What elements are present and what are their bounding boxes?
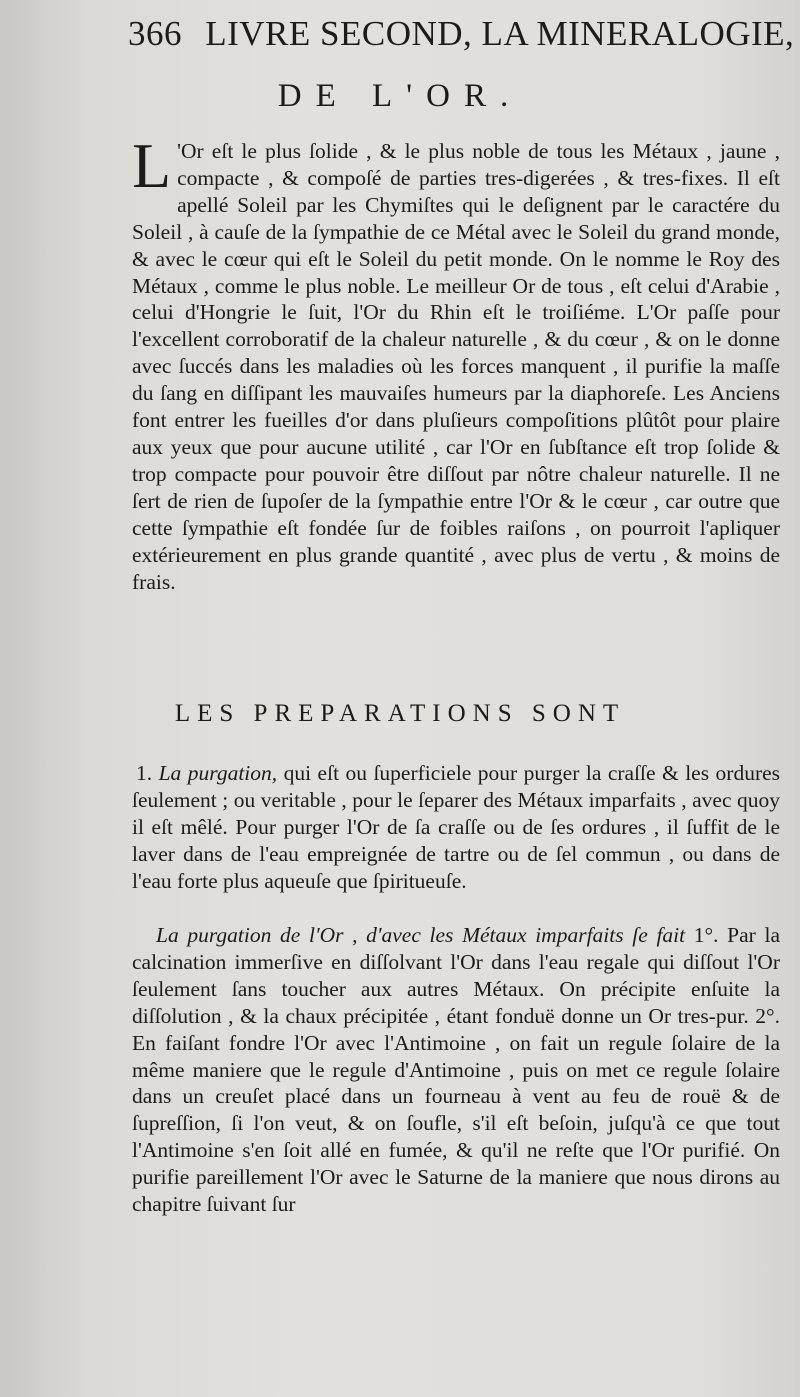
item-term: La purgation,: [158, 761, 278, 785]
section-heading: LES PREPARATIONS SONT: [174, 700, 626, 727]
page-number: 366: [128, 14, 182, 53]
running-header: [128, 14, 795, 54]
purgation-metals-paragraph: [132, 922, 780, 1218]
running-title: LIVRE SECOND, LA MINERALOGIE,: [205, 14, 795, 53]
intro-paragraph: [132, 130, 780, 595]
item-number: 1.: [136, 761, 153, 785]
paragraph-lead: La purgation de l'Or , d'avec les Métaux imparfaits ſe fait: [156, 923, 686, 947]
purgation-paragraph: [132, 760, 780, 895]
intro-text: 'Or eſt le plus ſolide , & le plus noble de tous les Métaux , jaune , compacte , & compoſé de parties tres-digerées , & tres-fixes. Il eſt apellé Soleil par les Chymiſtes qui le deſignent par le caractére du Soleil , à cauſe de la ſympathie de ce Métal avec le Soleil du grand monde, & avec le cœur qui eſt le Soleil du petit monde. On le nomme le Roy des Métaux , comme le plus noble. Le meilleur Or de tous , eſt celui d'Arabie , celui d'Hongrie le ſuit, l'Or du Rhin eſt le troiſiéme. L'Or paſſe pour l'excellent corroboratif de la chaleur naturelle , & du cœur , & on le donne avec ſuccés dans les maladies où les forces manquent , il purifie la maſſe du ſang en diſſipant les mauvaiſes humeurs par la diaphoreſe. Les Anciens font entrer les fueilles d'or dans pluſieurs compoſitions plûtôt pour plaire aux yeux que pour aucune utilité , car l'Or en ſubſtance eſt trop ſolide & trop compacte pour pouvoir être diſſout par nôtre chaleur naturelle. Il ne ſert de rien de ſupoſer de la ſympathie entre l'Or & le cœur , car outre que cette ſympathie eſt fondée ſur de foibles raiſons , on pourroit l'apliquer extérieurement en plus grande quantité , avec plus de vertu , & moins de frais.: [132, 139, 780, 594]
chapter-title: DE L'OR.: [277, 78, 523, 114]
purgation-text: qui eſt ou ſuperficiele pour purger la craſſe & les ordures ſeulement ; ou veritable , pour le ſeparer des Métaux imparfaits , avec quoy il eſt mêlé. Pour purger l'Or de ſa craſſe ou de ſes ordures , il ſuffit de le laver dans de l'eau empreignée de tartre ou de ſel commun , ou dans de l'eau forte plus aqueuſe que ſpiritueuſe.: [132, 761, 781, 893]
purgation-metals-text: 1°. Par la calcination immerſive en diſſolvant l'Or dans l'eau regale qui diſſout l'Or ſeulement ſans toucher aux autres Métaux. On précipite enſuite la diſſolution , & la chaux précipitée , étant fonduë donne un Or tres-pur. 2°. En faiſant fondre l'Or avec l'Antimoine , on fait un regule ſolaire de la même maniere que le regule d'Antimoine , puis on met ce regule ſolaire dans un creuſet placé dans un fourneau à vent au feu de rouë & de ſupreſſion, ſi l'on veut, & on ſoufle, s'il eſt beſoin, juſqu'à ce que tout l'Antimoine s'en ſoit allé en fumée, & qu'il ne reſte que l'Or purifié. On purifie pareillement l'Or avec le Saturne de la maniere que nous dirons au chapitre ſuivant ſur: [132, 923, 781, 1217]
drop-cap: L: [132, 130, 172, 201]
